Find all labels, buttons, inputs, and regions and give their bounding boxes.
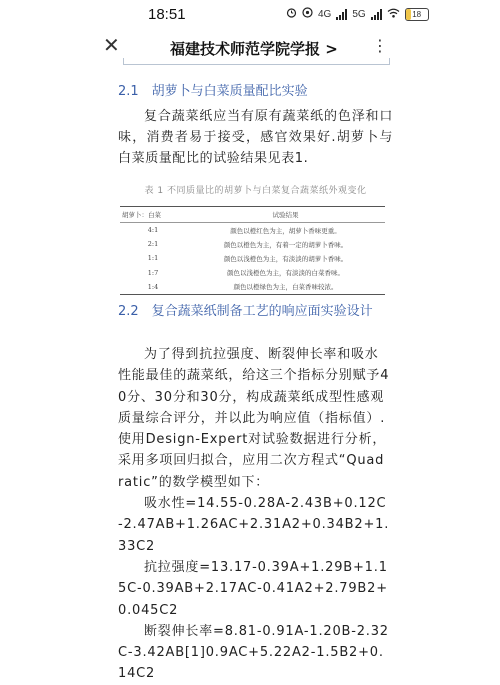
section-2-paragraph: 为了得到抗拉强度、断裂伸长率和吸水性能最佳的蔬菜纸，给这三个指标分别赋予40分、30分和30分，构成蔬菜纸成型性感观质量综合评分，并以此为响应值（指标值）.使用Design-Expert对试验数据进行分析，采用多项回归拟合，应用二次方程式“Quadratic”的数学模型如下：: [118, 347, 390, 490]
table-cell-ratio: 1:4: [120, 280, 186, 295]
table-row: [120, 223, 385, 238]
battery-level: 18: [412, 9, 422, 19]
close-icon[interactable]: ✕: [103, 33, 120, 57]
table-row: [120, 280, 385, 295]
status-icons: [286, 7, 429, 21]
table-row: [120, 251, 385, 265]
table-cell-result: 颜色以橙色为主，有着一定的胡萝卜香味。: [223, 240, 348, 249]
table-cell-result: 颜色以浅橙色为主，有淡淡的胡萝卜香味。: [223, 254, 348, 263]
table-cell-result: 颜色以橙绿色为主，白菜香味较浓。: [186, 280, 385, 295]
nav-title[interactable]: 福建技术师范学院学报 >: [170, 40, 338, 58]
table-cell-result: 颜色以橙红色为主，胡萝卜香味更重。: [230, 226, 341, 235]
table-row: [120, 237, 385, 251]
network-label-2: 5G: [352, 8, 366, 20]
section-1-heading: 2.1 胡萝卜与白菜质量配比实验: [118, 84, 308, 99]
table-cell-ratio: 1:7: [147, 268, 159, 277]
more-icon[interactable]: ⋮: [372, 36, 389, 55]
status-time: 18:51: [148, 6, 186, 23]
article-section-1: [118, 82, 393, 295]
table-cell-ratio: 2:1: [147, 240, 159, 249]
battery-indicator: [405, 8, 429, 21]
signal-4g-icon: [336, 9, 347, 20]
table-row: [120, 266, 385, 280]
table-header-ratio: 胡萝卜：白菜: [120, 207, 186, 223]
table-header-row: [120, 207, 385, 223]
status-bar: [0, 0, 500, 30]
article-section-2-body: [118, 344, 390, 685]
network-label-1: 4G: [318, 8, 332, 20]
section-2-heading: 2.2 复合蔬菜纸制备工艺的响应面实验设计: [118, 304, 373, 319]
alarm-icon: [286, 7, 297, 21]
wifi-icon: [387, 8, 400, 21]
table-cell-ratio: 4:1: [147, 226, 159, 235]
signal-5g-icon: [371, 9, 382, 20]
table-cell-result: 颜色以浅橙色为主，有淡淡的白菜香味。: [227, 269, 344, 278]
equation-water-absorption: 吸水性=14.55-0.28A-2.43B+0.12C-2.47AB+1.26AC+2.31A2+0.34B2+1.33C2: [118, 496, 390, 554]
table-caption: 表 1 不同质量比的胡萝卜与白菜复合蔬菜纸外观变化: [144, 186, 367, 196]
previous-figure-edge: [123, 58, 390, 65]
equation-tensile-strength: 抗拉强度=13.17-0.39A+1.29B+1.15C-0.39AB+2.17AC-0.41A2+2.79B2+0.045C2: [118, 559, 388, 618]
article-section-2-heading-block: [118, 302, 393, 322]
table-cell-ratio: 1:1: [147, 254, 159, 263]
equation-elongation: 断裂伸长率=8.81-0.91A-1.20B-2.32C-3.42AB[1]0.9AC+5.22A2-1.5B2+0.14C2: [118, 623, 389, 682]
hd-badge-icon: [302, 7, 313, 21]
table-header-result: 试验结果: [186, 207, 385, 223]
section-1-paragraph: 复合蔬菜纸应当有原有蔬菜纸的色泽和口味，消费者易于接受，感官效果好.胡萝卜与白菜质量配比的试验结果见表1.: [118, 109, 393, 166]
results-table: [120, 206, 385, 295]
